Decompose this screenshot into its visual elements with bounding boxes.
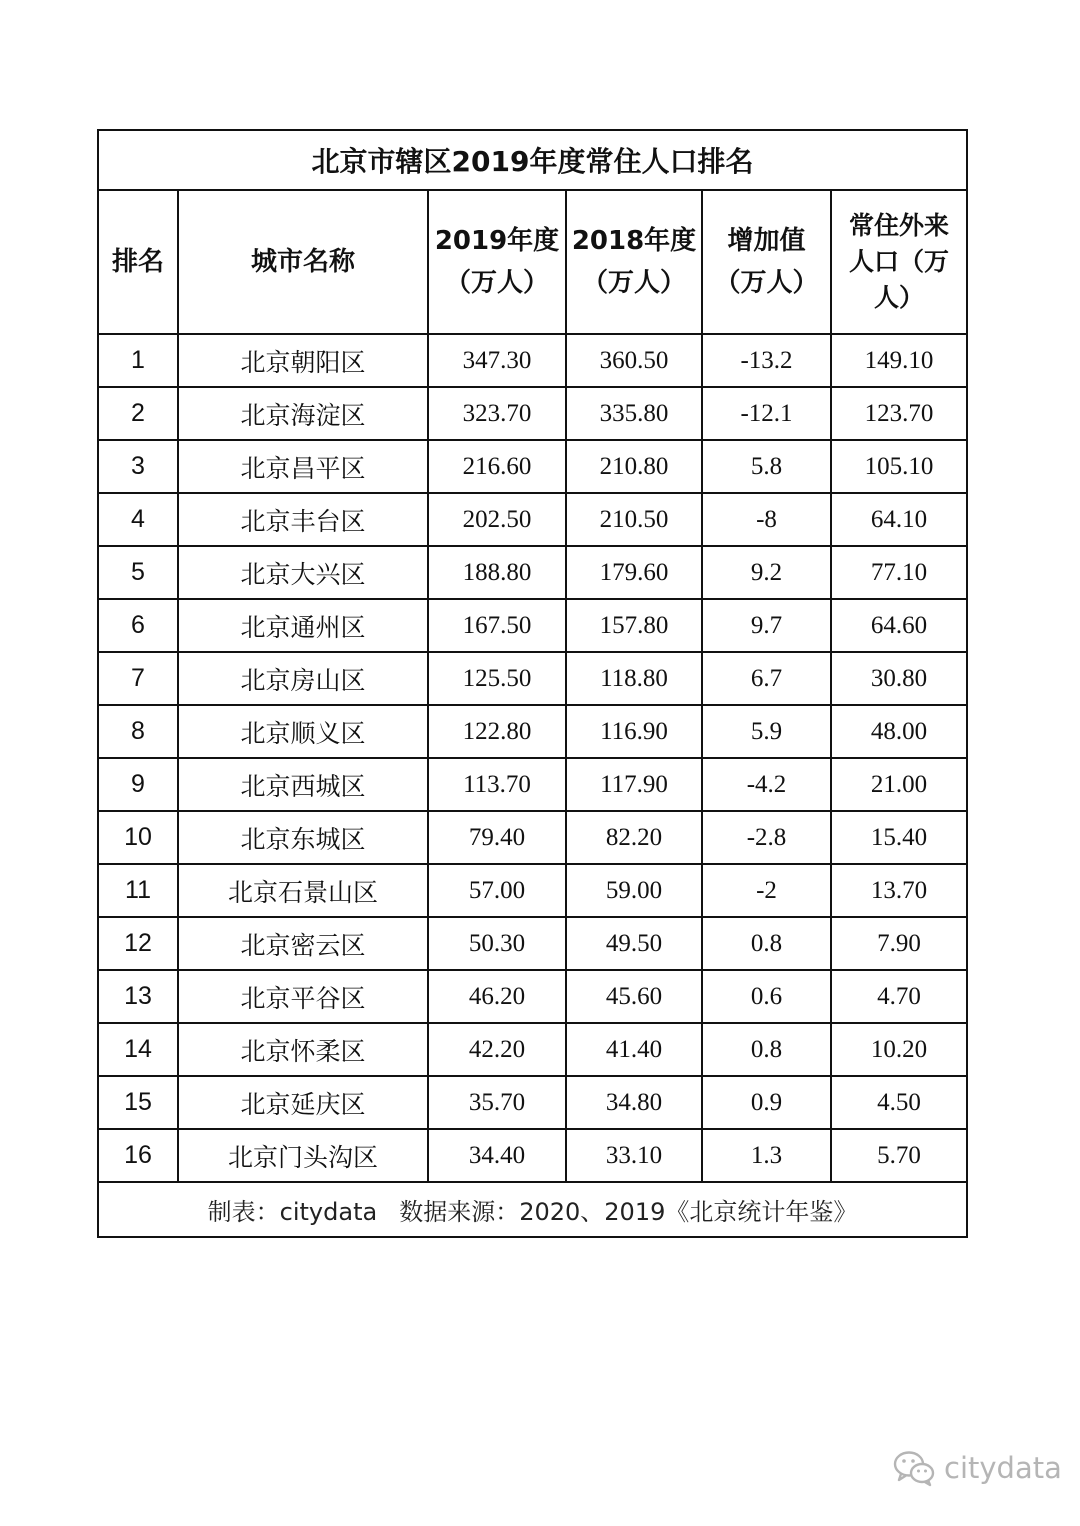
cell-increase: 6.7: [702, 652, 831, 705]
cell-2018: 59.00: [566, 864, 702, 917]
cell-city-name: 北京东城区: [178, 811, 428, 864]
cell-migrant: 30.80: [831, 652, 967, 705]
cell-rank: 16: [98, 1129, 178, 1182]
table-row: [98, 334, 967, 387]
cell-increase: 5.9: [702, 705, 831, 758]
wechat-icon: [892, 1449, 936, 1487]
cell-rank: 2: [98, 387, 178, 440]
footer-source: 数据来源：2020、2019《北京统计年鉴》: [399, 1198, 858, 1226]
header-migrant-line2: 人口（万: [849, 247, 950, 276]
header-2019: [428, 190, 566, 334]
cell-increase: 0.6: [702, 970, 831, 1023]
cell-rank: 6: [98, 599, 178, 652]
cell-2018: 157.80: [566, 599, 702, 652]
header-2018: [566, 190, 702, 334]
cell-city-name: 北京顺义区: [178, 705, 428, 758]
cell-increase: 1.3: [702, 1129, 831, 1182]
header-2019-line1: 2019年度: [434, 226, 560, 256]
cell-2018: 117.90: [566, 758, 702, 811]
cell-migrant: 21.00: [831, 758, 967, 811]
table-row: [98, 864, 967, 917]
cell-rank: 9: [98, 758, 178, 811]
table-row: [98, 1129, 967, 1182]
cell-increase: 0.8: [702, 1023, 831, 1076]
cell-migrant: 13.70: [831, 864, 967, 917]
cell-increase: -8: [702, 493, 831, 546]
cell-2018: 360.50: [566, 334, 702, 387]
cell-2019: 57.00: [428, 864, 566, 917]
cell-city-name: 北京延庆区: [178, 1076, 428, 1129]
cell-2019: 347.30: [428, 334, 566, 387]
cell-2018: 41.40: [566, 1023, 702, 1076]
population-table-container: [97, 129, 966, 1238]
cell-city-name: 北京昌平区: [178, 440, 428, 493]
cell-migrant: 123.70: [831, 387, 967, 440]
table-row: [98, 387, 967, 440]
cell-2018: 45.60: [566, 970, 702, 1023]
cell-2019: 50.30: [428, 917, 566, 970]
header-rank: 排名: [98, 190, 178, 334]
cell-migrant: 10.20: [831, 1023, 967, 1076]
cell-city-name: 北京丰台区: [178, 493, 428, 546]
cell-2019: 42.20: [428, 1023, 566, 1076]
table-row: [98, 1023, 967, 1076]
cell-2018: 118.80: [566, 652, 702, 705]
cell-increase: 5.8: [702, 440, 831, 493]
cell-2019: 167.50: [428, 599, 566, 652]
cell-2018: 210.80: [566, 440, 702, 493]
cell-2018: 33.10: [566, 1129, 702, 1182]
cell-rank: 7: [98, 652, 178, 705]
table-row: [98, 493, 967, 546]
cell-rank: 5: [98, 546, 178, 599]
cell-migrant: 15.40: [831, 811, 967, 864]
population-ranking-table: [97, 129, 968, 1238]
table-row: [98, 705, 967, 758]
cell-migrant: 64.60: [831, 599, 967, 652]
header-row: [98, 190, 967, 334]
cell-2019: 216.60: [428, 440, 566, 493]
cell-2019: 34.40: [428, 1129, 566, 1182]
cell-increase: -2.8: [702, 811, 831, 864]
cell-increase: 9.2: [702, 546, 831, 599]
header-2018-line1: 2018年度: [571, 226, 697, 256]
cell-rank: 13: [98, 970, 178, 1023]
cell-city-name: 北京西城区: [178, 758, 428, 811]
cell-increase: -12.1: [702, 387, 831, 440]
cell-increase: 0.8: [702, 917, 831, 970]
table-row: [98, 811, 967, 864]
footer-made-by: 制表：citydata: [207, 1198, 378, 1226]
cell-migrant: 4.70: [831, 970, 967, 1023]
watermark: [892, 1446, 1062, 1490]
cell-city-name: 北京房山区: [178, 652, 428, 705]
cell-rank: 1: [98, 334, 178, 387]
cell-migrant: 105.10: [831, 440, 967, 493]
cell-migrant: 48.00: [831, 705, 967, 758]
cell-rank: 15: [98, 1076, 178, 1129]
cell-2018: 116.90: [566, 705, 702, 758]
cell-rank: 11: [98, 864, 178, 917]
watermark-text: citydata: [944, 1451, 1062, 1485]
cell-increase: 9.7: [702, 599, 831, 652]
cell-increase: -4.2: [702, 758, 831, 811]
cell-2019: 188.80: [428, 546, 566, 599]
cell-rank: 8: [98, 705, 178, 758]
cell-city-name: 北京朝阳区: [178, 334, 428, 387]
table-row: [98, 546, 967, 599]
table-footer: [98, 1182, 967, 1237]
cell-2019: 46.20: [428, 970, 566, 1023]
cell-2018: 210.50: [566, 493, 702, 546]
cell-2019: 79.40: [428, 811, 566, 864]
cell-city-name: 北京大兴区: [178, 546, 428, 599]
header-migrant-line3: 人）: [874, 283, 925, 312]
cell-migrant: 77.10: [831, 546, 967, 599]
cell-2018: 335.80: [566, 387, 702, 440]
header-2018-line2: （万人）: [581, 268, 686, 298]
table-row: [98, 599, 967, 652]
cell-migrant: 7.90: [831, 917, 967, 970]
table-row: [98, 1076, 967, 1129]
cell-increase: 0.9: [702, 1076, 831, 1129]
header-increase-line1: 增加值: [727, 226, 806, 256]
cell-city-name: 北京海淀区: [178, 387, 428, 440]
cell-rank: 3: [98, 440, 178, 493]
cell-city-name: 北京石景山区: [178, 864, 428, 917]
cell-2019: 35.70: [428, 1076, 566, 1129]
cell-increase: -13.2: [702, 334, 831, 387]
table-row: [98, 758, 967, 811]
cell-migrant: 64.10: [831, 493, 967, 546]
header-migrant: [831, 190, 967, 334]
cell-2019: 122.80: [428, 705, 566, 758]
cell-2019: 113.70: [428, 758, 566, 811]
cell-migrant: 4.50: [831, 1076, 967, 1129]
cell-increase: -2: [702, 864, 831, 917]
header-increase-line2: （万人）: [714, 268, 819, 298]
cell-rank: 12: [98, 917, 178, 970]
cell-2019: 125.50: [428, 652, 566, 705]
cell-2019: 323.70: [428, 387, 566, 440]
cell-2019: 202.50: [428, 493, 566, 546]
cell-rank: 14: [98, 1023, 178, 1076]
cell-2018: 82.20: [566, 811, 702, 864]
table-title: 北京市辖区2019年度常住人口排名: [98, 130, 967, 190]
table-row: [98, 440, 967, 493]
header-migrant-line1: 常住外来: [849, 211, 950, 240]
table-row: [98, 652, 967, 705]
cell-city-name: 北京通州区: [178, 599, 428, 652]
cell-rank: 10: [98, 811, 178, 864]
cell-2018: 34.80: [566, 1076, 702, 1129]
header-2019-line2: （万人）: [444, 268, 549, 298]
cell-city-name: 北京门头沟区: [178, 1129, 428, 1182]
cell-city-name: 北京平谷区: [178, 970, 428, 1023]
cell-city-name: 北京怀柔区: [178, 1023, 428, 1076]
header-increase: [702, 190, 831, 334]
cell-2018: 179.60: [566, 546, 702, 599]
table-row: [98, 970, 967, 1023]
cell-2018: 49.50: [566, 917, 702, 970]
table-row: [98, 917, 967, 970]
header-city-name: 城市名称: [178, 190, 428, 334]
cell-city-name: 北京密云区: [178, 917, 428, 970]
cell-migrant: 149.10: [831, 334, 967, 387]
cell-migrant: 5.70: [831, 1129, 967, 1182]
cell-rank: 4: [98, 493, 178, 546]
